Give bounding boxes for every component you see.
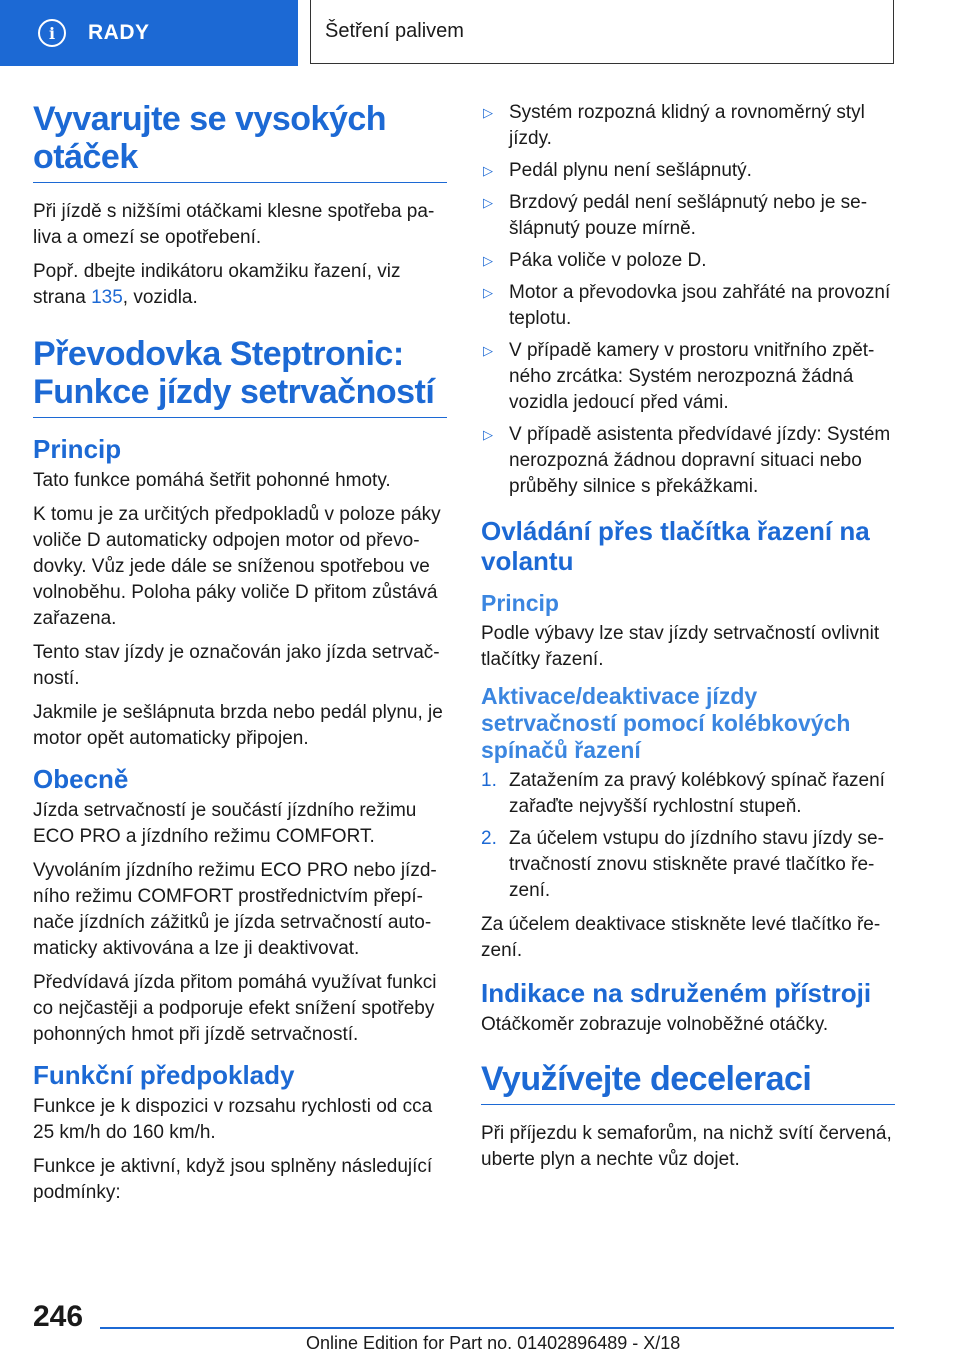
footer-divider (100, 1327, 894, 1329)
triangle-bullet-icon: ▷ (483, 105, 493, 120)
paragraph-low-revs: Při jízdě s nižšími otáčkami klesne spotřeba pa-liva a omezí se opotřebení. (33, 201, 435, 248)
text-indicator-post: , vozidla. (122, 287, 198, 308)
info-icon: i (38, 19, 66, 47)
paragraph-shift-indicator (33, 259, 447, 311)
heading-predpoklady: Funkční předpoklady (33, 1060, 295, 1090)
heading-princip-right: Princip (481, 590, 559, 616)
paragraph-obecne-1: Jízda setrvačností je součástí jízdního režimu ECO PRO a jízdního režimu COMFORT. (33, 800, 417, 847)
triangle-bullet-icon: ▷ (483, 195, 493, 210)
step-item (481, 826, 895, 904)
list-item-text: V případě kamery v prostoru vnitřního zpět-ného zrcátka: Systém nerozpozná žádná vozidla jedoucí před vámi. (509, 340, 875, 413)
paragraph-obecne-3: Předvídavá jízda přitom pomáhá využívat funkci co nejčastěji a podporuje efekt snížení spotřeby pohonných hmot při jízdě setrvačností. (33, 972, 437, 1045)
paragraph-deaktivace: Za účelem deaktivace stiskněte levé tlačítko ře-zení. (481, 914, 881, 961)
paragraph-indikace: Otáčkoměr zobrazuje volnoběžné otáčky. (481, 1014, 829, 1035)
step-text: Zatažením za pravý kolébkový spínač řazení zařaďte nejvyšší rychlostní stupeň. (509, 770, 885, 817)
paragraph-princip-1: Tato funkce pomáhá šetřit pohonné hmoty. (33, 470, 391, 491)
triangle-bullet-icon: ▷ (483, 253, 493, 268)
heading-steptronic: Převodovka Steptronic: Funkce jízdy setrvačností (33, 335, 447, 418)
heading-decelerace: Využívejte deceleraci (481, 1060, 895, 1105)
list-item (481, 280, 895, 332)
heading-aktivace: Aktivace/deaktivace jízdy setrvačností pomocí kolébkových spínačů řazení (481, 683, 851, 763)
page-header (0, 0, 960, 66)
triangle-bullet-icon: ▷ (483, 427, 493, 442)
paragraph-princip-4: Jakmile je sešlápnuta brzda nebo pedál plynu, je motor opět automaticky připojen. (33, 702, 443, 749)
list-item (481, 190, 895, 242)
left-column (33, 100, 447, 1214)
right-column (481, 100, 895, 1181)
section-title: Šetření palivem (310, 0, 894, 64)
heading-princip: Princip (33, 434, 122, 464)
triangle-bullet-icon: ▷ (483, 343, 493, 358)
step-number: 2. (481, 828, 497, 849)
conditions-list (481, 100, 895, 500)
page-number: 246 (33, 1300, 84, 1333)
chapter-tab[interactable] (0, 0, 298, 66)
triangle-bullet-icon: ▷ (483, 285, 493, 300)
text-indicator-pre: Popř. dbejte indikátoru okamžiku řazení, viz strana (33, 261, 401, 308)
list-item (481, 248, 895, 274)
heading-obecne: Obecně (33, 764, 129, 794)
heading-high-revs: Vyvarujte se vysokých otáček (33, 100, 447, 183)
steps-list (481, 768, 895, 904)
paragraph-predpoklady-2: Funkce je aktivní, když jsou splněny následující podmínky: (33, 1156, 433, 1203)
heading-indikace: Indikace na sdruženém přístroji (481, 978, 872, 1008)
paragraph-tlacitka: Podle výbavy lze stav jízdy setrvačností ovlivnit tlačítky řazení. (481, 623, 880, 670)
step-text: Za účelem vstupu do jízdního stavu jízdy se-trvačností znovu stiskněte pravé tlačítko ře-zení. (509, 828, 884, 901)
paragraph-princip-2: K tomu je za určitých předpokladů v poloze páky voliče D automaticky odpojen motor od převo-dovky. Vůz jede dále se sníženou spotřebou ve volnoběhu. Poloha páky voliče D přitom zůstává zařazena. (33, 504, 441, 629)
list-item-text: Motor a převodovka jsou zahřáté na provozní teplotu. (509, 282, 891, 329)
page-link-135[interactable]: 135 (91, 287, 123, 308)
chapter-tab-label: RADY (88, 21, 150, 44)
paragraph-predpoklady-1: Funkce je k dispozici v rozsahu rychlosti od cca 25 km/h do 160 km/h. (33, 1096, 433, 1143)
list-item (481, 422, 895, 500)
triangle-bullet-icon: ▷ (483, 163, 493, 178)
list-item-text: Brzdový pedál není sešlápnutý nebo je se-šlápnutý pouze mírně. (509, 192, 868, 239)
list-item-text: Pedál plynu není sešlápnutý. (509, 160, 752, 181)
heading-tlacitka: Ovládání přes tlačítka řazení na volantu (481, 516, 870, 576)
list-item (481, 338, 895, 416)
paragraph-princip-3: Tento stav jízdy je označován jako jízda setrvač-ností. (33, 642, 440, 689)
list-item-text: Páka voliče v poloze D. (509, 250, 707, 271)
step-number: 1. (481, 770, 497, 791)
footer-edition: Online Edition for Part no. 01402896489 - X/18 (306, 1333, 681, 1353)
list-item-text: Systém rozpozná klidný a rovnoměrný styl jízdy. (509, 102, 865, 149)
paragraph-decelerace: Při příjezdu k semaforům, na nichž svítí červená, uberte plyn a nechte vůz dojet. (481, 1123, 892, 1170)
list-item (481, 100, 895, 152)
list-item (481, 158, 895, 184)
paragraph-obecne-2: Vyvoláním jízdního režimu ECO PRO nebo jízd-ního režimu COMFORT prostřednictvím přepí-nače jízdních zážitků je jízda setrvačností auto-maticky aktivována a lze ji deaktivovat. (33, 860, 437, 959)
step-item (481, 768, 895, 820)
list-item-text: V případě asistenta předvídavé jízdy: Systém nerozpozná žádnou dopravní situaci nebo průběhy silnice s překážkami. (509, 424, 891, 497)
